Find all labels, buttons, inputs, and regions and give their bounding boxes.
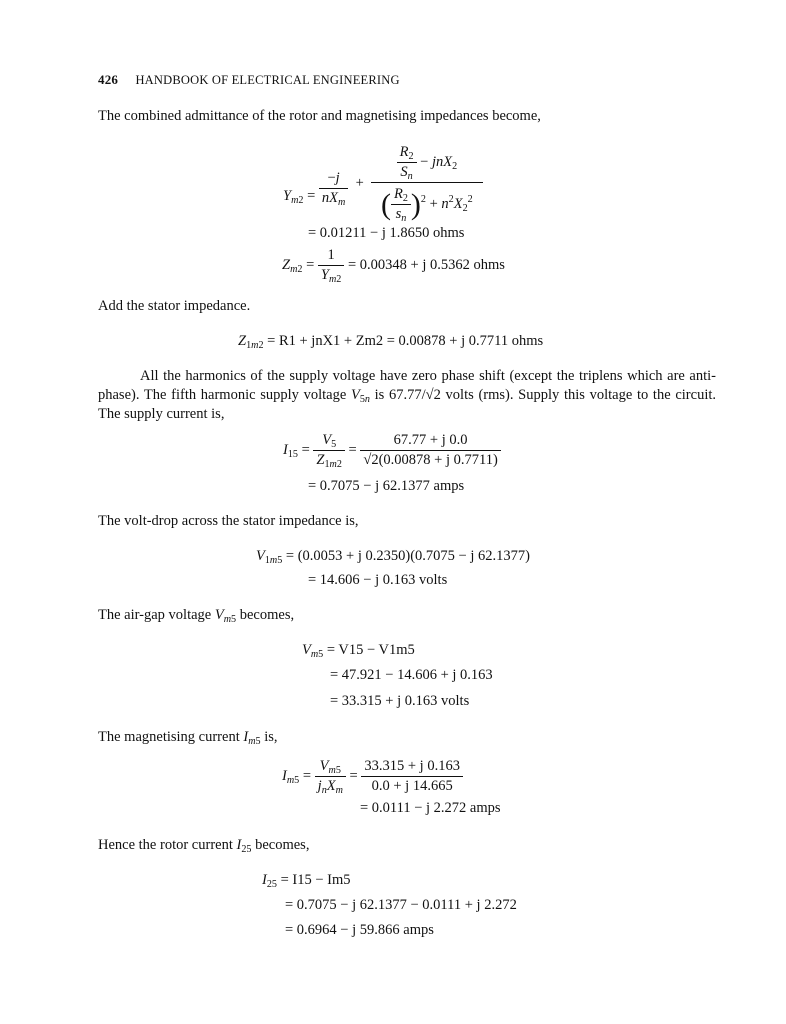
magnetising-text-a: The magnetising current [98, 729, 244, 745]
harmonics-text-a: All the harmonics of the supply voltage have zero phase shift (except the triplens which are anti-phase). The fifth harmonic supply voltage [98, 368, 716, 403]
magnetising-text-b: is, [260, 729, 278, 745]
i25-line3: = 0.6964 − j 59.866 amps [285, 922, 434, 938]
z1m2-value: = R1 + jnX1 + Zm2 = 0.00878 + j 0.7711 ohms [267, 333, 544, 349]
im5-denominator: 0.0 + j 14.665 [361, 776, 463, 796]
paragraph-harmonics: All the harmonics of the supply voltage have zero phase shift (except the triplens which are anti-phase). The fifth harmonic supply voltage $V_{5n}$ is 67.77/√2 volts (rms). Supply this voltage to the circuit. The supply current is, [98, 368, 716, 422]
paragraph-airgap: The air-gap voltage $V_{m5}$ becomes, [98, 607, 295, 625]
paragraph-admittance-intro: The combined admittance of the rotor and magnetising impedances become, [98, 108, 541, 124]
paragraph-add-stator: Add the stator impedance. [98, 298, 251, 314]
i15-numerator: 67.77 + j 0.0 [393, 432, 468, 448]
ym2-result: = 0.01211 − j 1.8650 ohms [308, 225, 465, 241]
vm5-line1: = V15 − V1m5 [326, 642, 415, 658]
rotor-text-b: becomes, [251, 837, 310, 853]
zm2-result: = 0.00348 + j 0.5362 ohms [347, 257, 505, 273]
equation-im5: $I_{m5}$ = $\frac{V_{m5}}{j_nX_m}$ = $\frac{33.315 + j 0.163}{0.0 + j 14.665}$ [282, 757, 463, 796]
i15-result: = 0.7075 − j 62.1377 amps [308, 478, 465, 494]
running-title: HANDBOOK OF ELECTRICAL ENGINEERING [135, 73, 400, 87]
equation-z1m2: $Z_{1m2} = R1 + jnX1 + Zm2 = 0.00878 + j$ 0.7711 ohms [238, 333, 544, 351]
equation-ym2: $Y_{m2}$ = $\frac{-j}{nX_m}$ + $\frac{R_2}{S_n}$ − jnX$_2$ ( $\frac{R_2}{s_n}$ )$^2 + n^2X_2^2$ [283, 143, 483, 224]
equation-v1m5: $V_{1m5} = (0.0053 + j$ 0.2350)(0.7075 − j 62.1377) [256, 548, 530, 566]
v1m5-result: = 14.606 − j 0.163 volts [308, 572, 448, 588]
equation-vm5: $V_{m5} = V15 - V1m5$ [302, 642, 415, 660]
page-number: 426 [98, 72, 119, 87]
paragraph-magnetising: The magnetising current $I_{m5}$ is, [98, 729, 278, 747]
page-header [98, 72, 400, 88]
i25-line1: = I15 − Im5 [280, 872, 351, 888]
i25-line2: = 0.7075 − j 62.1377 − 0.0111 + j 2.272 [285, 897, 517, 913]
i15-denominator: √2(0.00878 + j 0.7711) [360, 450, 500, 470]
airgap-text-b: becomes, [236, 607, 295, 623]
im5-result: = 0.0111 − j 2.272 amps [360, 800, 501, 816]
vm5-line3: = 33.315 + j 0.163 volts [330, 693, 470, 709]
im5-numerator: 33.315 + j 0.163 [364, 758, 460, 774]
equation-i15: $I_{15}$ = $\frac{V_5}{Z_{1m2}}$ = $\frac{67.77 + j 0.0}{√2(0.00878 + j 0.7711)}$ [283, 431, 501, 470]
harmonics-text-b: is 67.77/√2 volts (rms). Supply this voltage to the circuit. The supply current is, [98, 387, 716, 422]
equation-zm2: $Z_{m2}$ = $\frac{1}{Y_{m2}}$ = 0.00348 + j 0.5362 ohms [282, 247, 505, 285]
v1m5-value: = (0.0053 + j 0.2350)(0.7075 − j 62.1377) [285, 548, 530, 564]
vm5-line2: = 47.921 − 14.606 + j 0.163 [330, 667, 493, 683]
equation-i25: $I_{25} = I15 - Im5$ [262, 872, 351, 890]
paragraph-rotor-current: Hence the rotor current $I_{25}$ becomes, [98, 837, 310, 855]
airgap-text-a: The air-gap voltage [98, 607, 215, 623]
paragraph-volt-drop: The volt-drop across the stator impedance is, [98, 513, 359, 529]
rotor-text-a: Hence the rotor current [98, 837, 237, 853]
